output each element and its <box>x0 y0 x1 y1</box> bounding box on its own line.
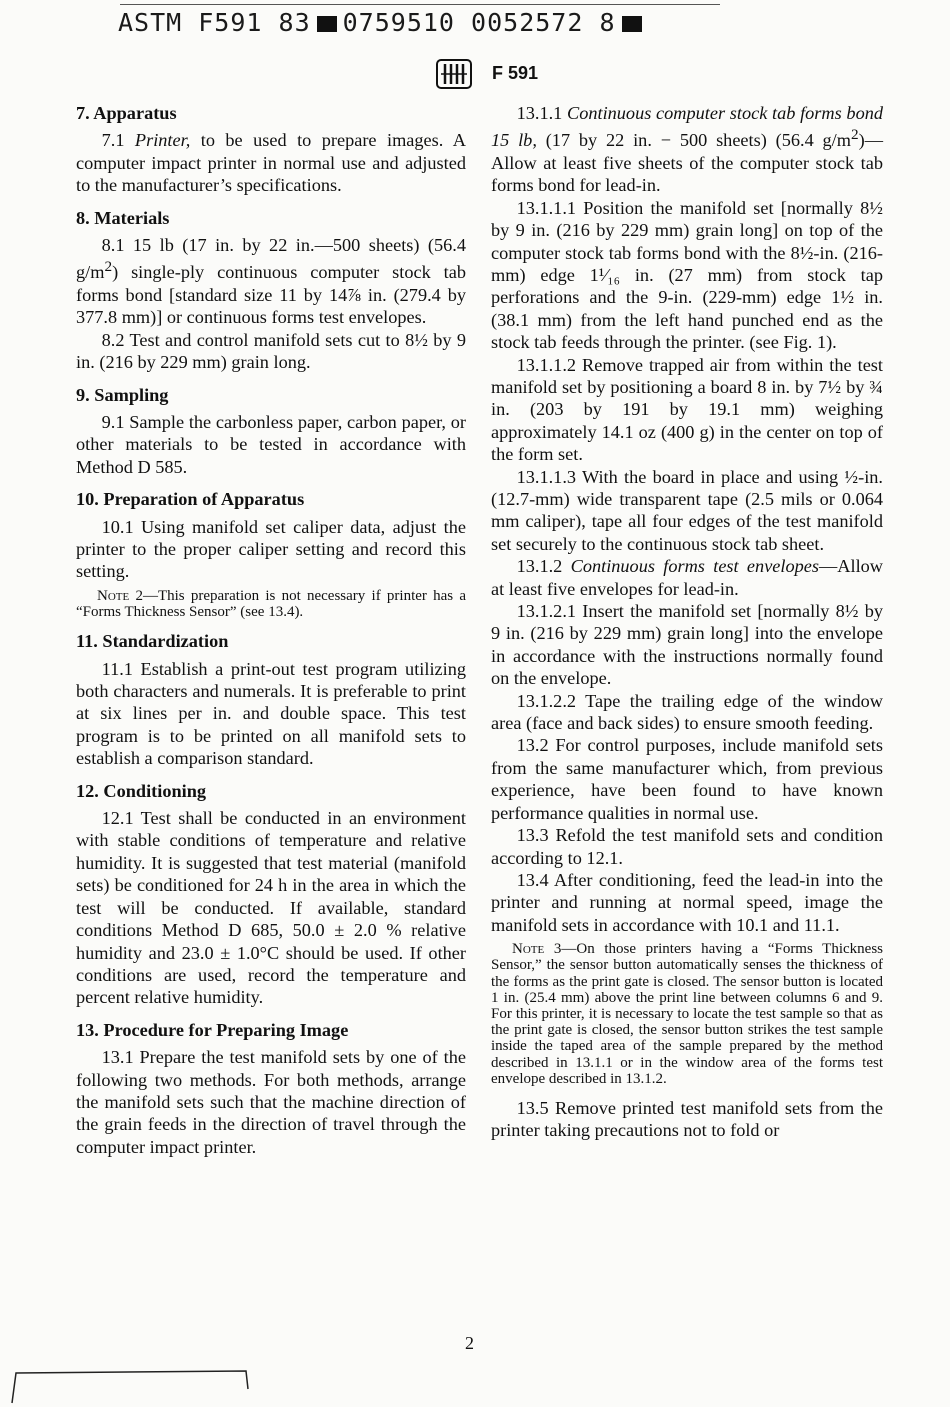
document-code-header <box>118 8 648 37</box>
paragraph-13-1-1-2: 13.1.1.2 Remove trapped air from within the test manifold set by positioning a board 8 in. by 7½ by ¾ in. (203 by 191 by 19.1 mm) weighing approximately 14.1 oz (400 g) in the center on top of the form set. <box>491 354 883 465</box>
section-heading: 9. Sampling <box>76 384 169 405</box>
paragraph-11-1: 11.1 Establish a print-out test program utilizing both characters and numerals. It is preferable to print at six lines per in. and double space. This test program is to be printed on all manifold sets to establish a comparison standard. <box>76 658 466 769</box>
section-heading: 12. Conditioning <box>76 780 207 801</box>
section-heading: 10. Preparation of Apparatus <box>76 489 305 510</box>
left-column <box>76 102 466 1158</box>
paragraph-13-1-1-1: 13.1.1.1 Position the manifold set [normally 8½ by 9 in. (216 by 229 mm) grain long] on top of the computer stock tab forms bond with the 8½-in. (216-mm) edge 1¹⁄₁₆ in. (27 mm) from stock tap perforations and the 9-in. (229-mm) edge 1½ in. (38.1 mm) from the left hand punched end as the stock tab feeds through the printer. (see Fig. 1). <box>491 197 883 353</box>
right-code: 0759510 0052572 8 <box>342 8 616 37</box>
top-scan-rule <box>120 4 720 5</box>
right-column <box>491 102 883 1142</box>
scan-crop-mark <box>8 1365 258 1405</box>
paragraph-13-2: 13.2 For control purposes, include manifold sets from the same manufacturer which, from previous experience, have been found to have known performance qualities in normal use. <box>491 735 883 823</box>
paragraph-13-3: 13.3 Refold the test manifold sets and condition according to 12.1. <box>491 825 883 868</box>
note-2: Note 2—This preparation is not necessary if printer has a “Forms Thickness Sensor” (see 13.4). <box>76 587 466 621</box>
section-heading: 13. Procedure for Preparing Image <box>76 1019 349 1040</box>
paragraph-7-1: 7.1 Printer, to be used to prepare images. A computer impact printer in normal use and adjusted to the manufacturer’s specifications. <box>76 130 466 196</box>
paragraph-13-1-1-3: 13.1.1.3 With the board in place and using ½-in. (12.7-mm) wide transparent tape (2.5 mils or 0.064 mm caliper), tape all four edges of the test manifold set securely to the continuous stock tab sheet. <box>491 466 883 554</box>
black-block-mark-2 <box>622 16 642 32</box>
paragraph-8-2: 8.2 Test and control manifold sets cut to 8½ by 9 in. (216 by 229 mm) grain long. <box>76 329 466 373</box>
section-heading: 7. Apparatus <box>76 103 177 123</box>
paragraph-12-1: 12.1 Test shall be conducted in an environment with stable conditions of temperature and relative humidity. It is suggested that test material (manifold sets) be conditioned for 24 h in the area in which the test will be conducted. If available, standard conditions Method D 685, 50.0 ± 2.0 % relative humidity and 23.0 ± 1.0°C should be used. If other conditions are used, record the temperature and percent relative humidity. <box>76 808 466 1008</box>
paragraph-9-1: 9.1 Sample the carbonless paper, carbon paper, or other materials to be tested in accordance with Method D 585. <box>76 411 466 477</box>
astm-logo-icon <box>436 58 472 90</box>
paragraph-13-5: 13.5 Remove printed test manifold sets from the printer taking precautions not to fold or <box>491 1097 883 1141</box>
page-number: 2 <box>465 1333 474 1353</box>
paragraph-13-1-2-1: 13.1.2.1 Insert the manifold set [normally 8½ by 9 in. (216 by 229 mm) grain long] into the envelope in accordance with the instructions normally found on the envelope. <box>491 601 883 689</box>
left-code: ASTM F591 83 <box>118 8 311 37</box>
black-block-mark <box>317 16 337 32</box>
designation: F 591 <box>492 63 539 83</box>
paragraph-10-1: 10.1 Using manifold set caliper data, adjust the printer to the proper caliper setting and record this setting. <box>76 516 466 582</box>
paragraph-13-1-2: 13.1.2 Continuous forms test envelopes—Allow at least five envelopes for lead-in. <box>491 556 883 599</box>
section-heading: 8. Materials <box>76 207 170 228</box>
paragraph-8-1: 8.1 15 lb (17 in. by 22 in.—500 sheets) (56.4 $g/m^2$) single-ply continuous computer stock tab forms bond [standard size 11 by 14⅞ in. (279.4 by 377.8 mm)] or continuous forms test envelopes. <box>76 235 466 328</box>
note-3: Note 3—On those printers having a “Forms Thickness Sensor,” the sensor button automatically senses the thickness of the forms as the print gate is closed. The sensor button is located 1 in. (25.4 mm) above the print line between columns 6 and 9. For this printer, it is necessary to locate the test sample so that as the print gate is closed, the sensor button strikes the test sample inside the taped area of the sample prepared by the method described in 13.1.1 or in the window area of the forms test envelope described in 13.1.2. <box>491 941 883 1087</box>
paragraph-13-1-1: 13.1.1 Continuous computer stock tab forms bond 15 lb, (17 by 22 in. − 500 sheets) (56.4 $g/m^2)—Allow$ at least five sheets of the computer stock tab forms bond for lead-in. <box>491 103 883 196</box>
paragraph-13-1-2-2: 13.1.2.2 Tape the trailing edge of the window area (face and back sides) to ensure smooth feeding. <box>491 690 883 734</box>
paragraph-13-4: 13.4 After conditioning, feed the lead-in into the printer and running at normal speed, image the manifold sets in accordance with 10.1 and 11.1. <box>491 869 883 935</box>
paragraph-13-1: 13.1 Prepare the test manifold sets by one of the following two methods. For both methods, arrange the manifold sets such that the machine direction of the grain feeds in the direction of travel through the computer impact printer. <box>76 1047 466 1157</box>
section-heading: 11. Standardization <box>76 631 229 652</box>
